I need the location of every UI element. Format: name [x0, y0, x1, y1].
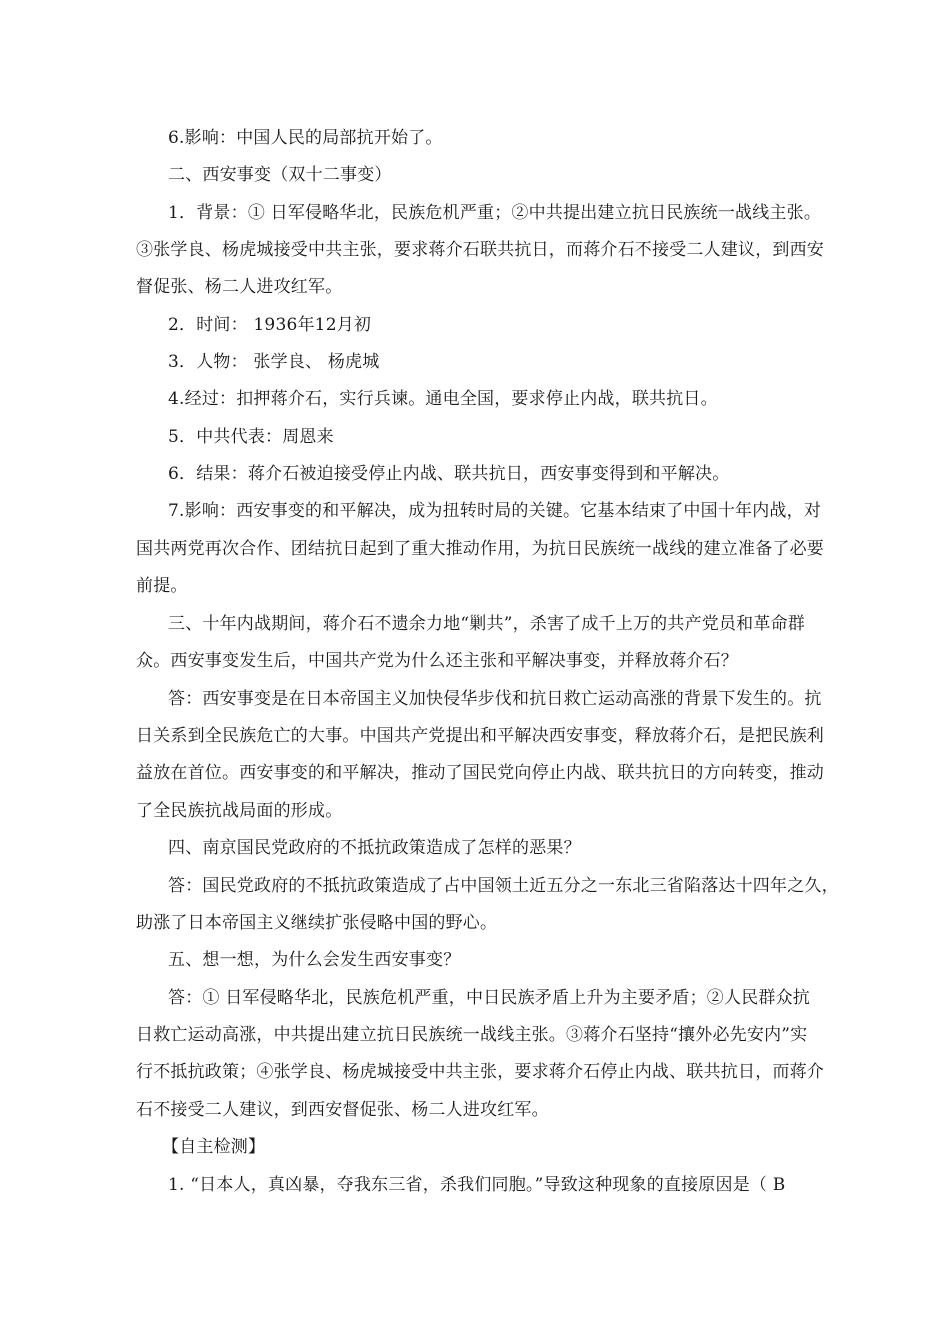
- text-line: 3．人物： 张学良、 杨虎城: [168, 352, 380, 372]
- text-line: 答：西安事变是在日本帝国主义加快侵华步伐和抗日救亡运动高涨的背景下发生的。抗: [168, 689, 822, 709]
- text-line: 众。西安事变发生后，中国共产党为什么还主张和平解决事变，并释放蒋介石？: [136, 651, 738, 671]
- text-line: ③张学良、杨虎城接受中共主张，要求蒋介石联共抗日，而蒋介石不接受二人建议，到西安: [136, 240, 824, 260]
- section-heading: 五、想一想，为什么会发生西安事变？: [168, 950, 461, 970]
- text-line: 了全民族抗战局面的形成。: [136, 801, 343, 821]
- text-line: 日救亡运动高涨，中共提出建立抗日民族统一战线主张。③蒋介石坚持“攘外必先安内”实: [136, 1025, 808, 1045]
- section-heading: 三、十年内战期间，蒋介石不遗余力地“剿共”，杀害了成千上万的共产党员和革命群: [168, 614, 805, 634]
- text-line: 行不抵抗政策；④张学良、杨虎城接受中共主张，要求蒋介石停止内战、联共抗日，而蒋介: [136, 1062, 824, 1082]
- text-line: 日关系到全民族危亡的大事。中国共产党提出和平解决西安事变，释放蒋介石，是把民族利: [136, 726, 824, 746]
- section-heading: 二、西安事变（双十二事变）: [168, 165, 392, 185]
- section-heading: 【自主检测】: [162, 1137, 266, 1157]
- text-line: 7.影响：西安事变的和平解决，成为扭转时局的关键。它基本结束了中国十年内战，对: [168, 501, 822, 521]
- text-line: 答：国民党政府的不抵抗政策造成了占中国领土近五分之一东北三省陷落达十四年之久，: [168, 876, 839, 896]
- text-line: 1．背景：① 日军侵略华北，民族危机严重；②中共提出建立抗日民族统一战线主张。: [168, 203, 822, 223]
- text-line: 石不接受二人建议，到西安督促张、杨二人进攻红军。: [136, 1100, 549, 1120]
- text-line: 5．中共代表：周恩来: [168, 427, 334, 447]
- text-line: 6.影响：中国人民的局部抗开始了。: [168, 128, 443, 148]
- text-line: 2．时间： 1936年12月初: [168, 315, 372, 335]
- text-line: 助涨了日本帝国主义继续扩张侵略中国的野心。: [136, 913, 498, 933]
- text-line: 答：① 日军侵略华北，民族危机严重，中日民族矛盾上升为主要矛盾；②人民群众抗: [168, 988, 811, 1008]
- text-line: 6．结果：蒋介石被迫接受停止内战、联共抗日，西安事变得到和平解决。: [168, 464, 730, 484]
- section-heading: 四、南京国民党政府的不抵抗政策造成了怎样的恶果？: [168, 838, 581, 858]
- text-line: 督促张、杨二人进攻红军。: [136, 277, 343, 297]
- text-line: 4.经过：扣押蒋介石，实行兵谏。通电全国，要求停止内战，联共抗日。: [168, 389, 718, 409]
- text-line: 前提。: [136, 576, 188, 596]
- question-line: 1. “日本人，真凶暴，夺我东三省，杀我们同胞。”导致这种现象的直接原因是（ B: [168, 1175, 786, 1195]
- text-line: 国共两党再次合作、团结抗日起到了重大推动作用，为抗日民族统一战线的建立准备了必要: [136, 539, 824, 559]
- text-line: 益放在首位。西安事变的和平解决，推动了国民党向停止内战、联共抗日的方向转变，推动: [136, 763, 824, 783]
